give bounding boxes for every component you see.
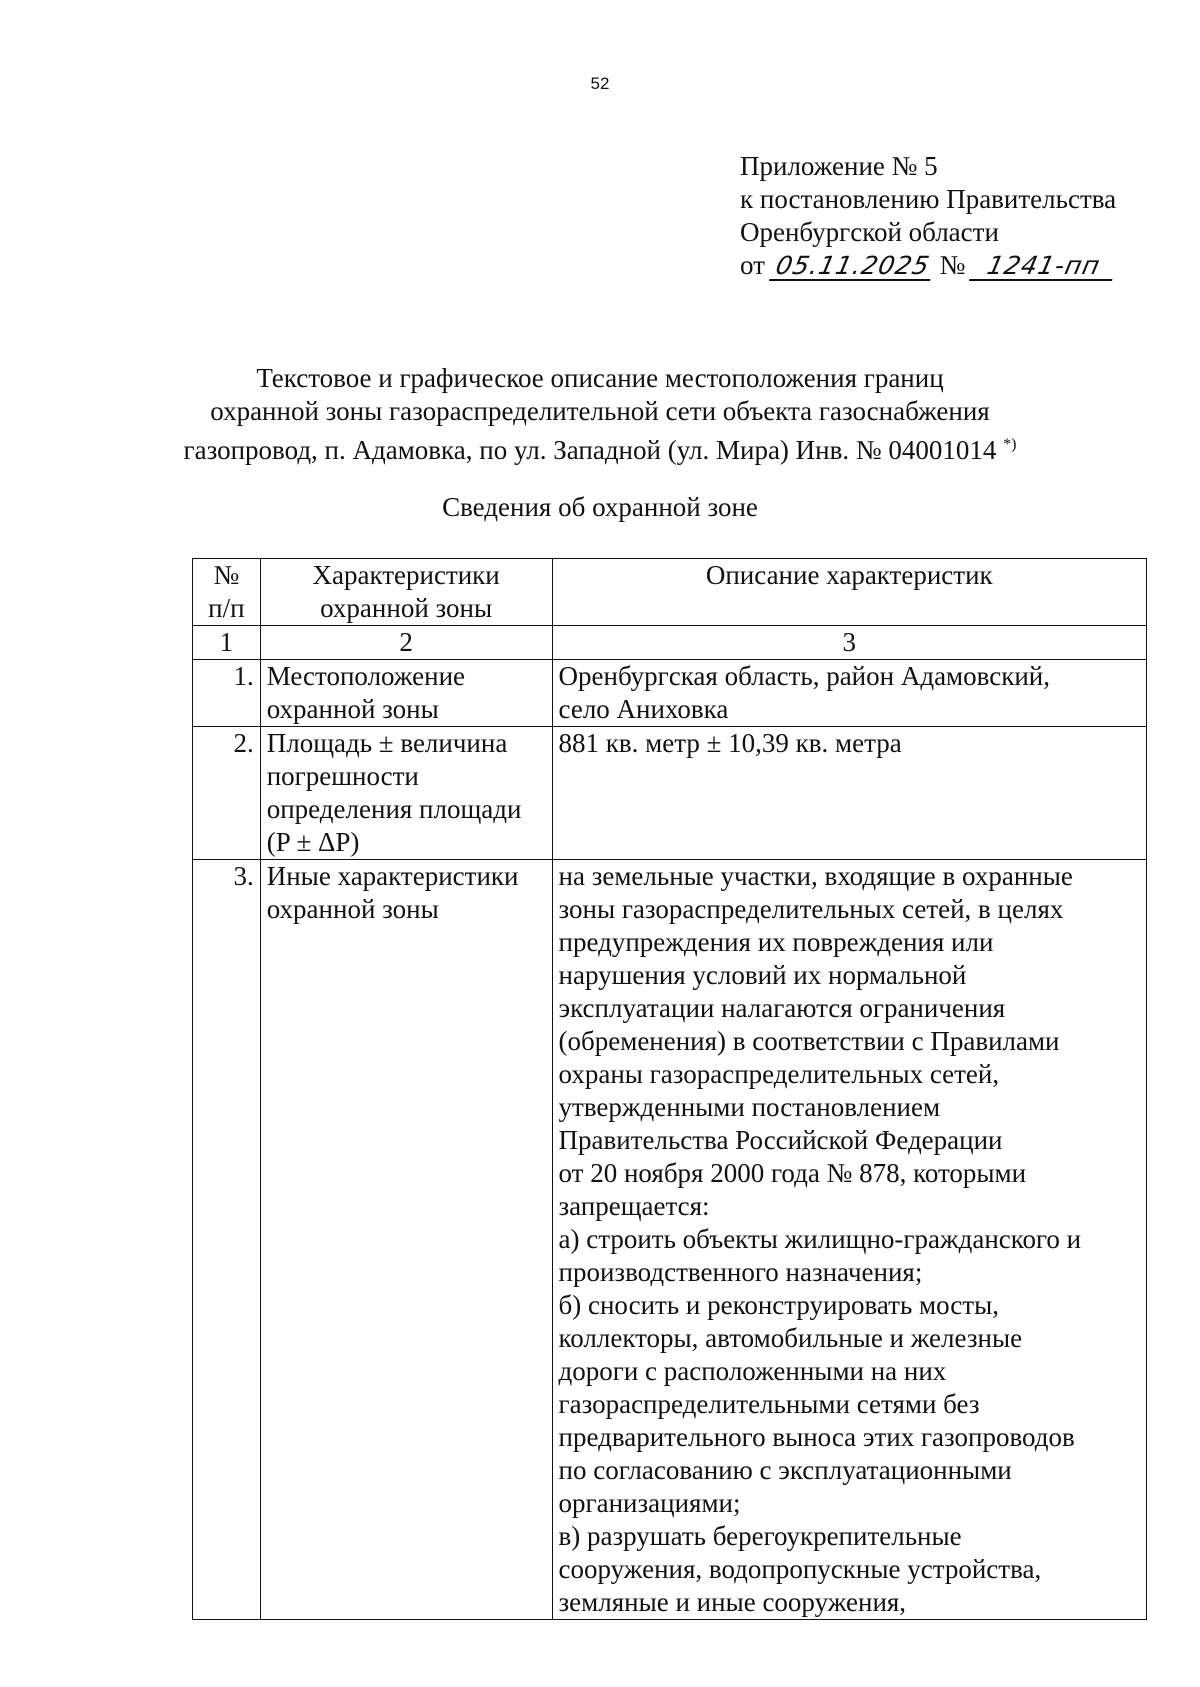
characteristic-line: охранной зоны bbox=[266, 894, 439, 924]
table-header-row bbox=[193, 559, 1147, 626]
characteristic-line: охранной зоны bbox=[266, 694, 439, 724]
header-characteristic-line-1: Характеристики bbox=[312, 560, 500, 590]
column-number-1: 1 bbox=[193, 626, 261, 660]
table-row bbox=[193, 860, 1147, 1620]
description-line: производственного назначения; bbox=[558, 1257, 923, 1287]
description-line: зоны газораспределительных сетей, в целях bbox=[558, 894, 1064, 924]
footnote-mark: *) bbox=[1003, 436, 1017, 453]
description-line: на земельные участки, входящие в охранные bbox=[558, 861, 1073, 891]
row-characteristic bbox=[260, 860, 552, 1620]
description-line: Правительства Российской Федерации bbox=[558, 1125, 1003, 1155]
description-line: Оренбургская область, район Адамовский, bbox=[558, 661, 1050, 691]
description-line: (обременения) в соответствии с Правилами bbox=[558, 1026, 1060, 1056]
description-line: б) сносить и реконструировать мосты, bbox=[558, 1290, 999, 1320]
table-row bbox=[193, 727, 1147, 860]
description-line: нарушения условий их нормальной bbox=[558, 960, 967, 990]
column-number-row bbox=[193, 626, 1147, 660]
appendix-title: Приложение № 5 bbox=[740, 151, 938, 181]
handwritten-date: 05.11.2025 bbox=[769, 253, 936, 281]
table-row bbox=[193, 660, 1147, 727]
description-line: а) строить объекты жилищно-гражданского и bbox=[558, 1224, 1082, 1254]
handwritten-number: 1241-пп bbox=[969, 253, 1118, 281]
header-description: Описание характеристик bbox=[552, 559, 1146, 626]
from-label: от bbox=[740, 250, 765, 280]
description-line: сооружения, водопропускные устройства, bbox=[558, 1554, 1042, 1584]
characteristic-line: (P ± ΔP) bbox=[266, 827, 360, 857]
title-line-3-text: газопровод, п. Адамовка, по ул. Западной (ул. Мира) Инв. № 04001014 bbox=[183, 435, 997, 465]
row-characteristic bbox=[260, 660, 552, 727]
description-line: утвержденными постановлением bbox=[558, 1092, 941, 1122]
column-number-3: 3 bbox=[552, 626, 1146, 660]
description-line: эксплуатации налагаются ограничения bbox=[558, 993, 1006, 1023]
row-description bbox=[552, 660, 1146, 727]
appendix-region: Оренбургской области bbox=[740, 217, 999, 247]
characteristic-line: Площадь ± величина bbox=[266, 728, 508, 758]
row-description bbox=[552, 860, 1146, 1620]
appendix-date-number-line bbox=[740, 249, 1116, 282]
header-characteristic bbox=[260, 559, 552, 626]
description-line: по согласованию с эксплуатационными bbox=[558, 1455, 1012, 1485]
description-line: от 20 ноября 2000 года № 878, которыми bbox=[558, 1158, 1027, 1188]
description-line: село Аниховка bbox=[558, 694, 729, 724]
characteristic-line: погрешности bbox=[266, 761, 419, 791]
description-line: запрещается: bbox=[558, 1191, 710, 1221]
description-line: охраны газораспределительных сетей, bbox=[558, 1059, 1000, 1089]
appendix-block bbox=[740, 150, 1116, 282]
row-number: 3. bbox=[193, 860, 261, 1620]
title-line-3 bbox=[0, 428, 1200, 467]
header-number-line-1: № bbox=[213, 560, 240, 590]
title-line-1: Текстовое и графическое описание местоположения границ bbox=[256, 363, 944, 393]
description-line: газораспределительными сетями без bbox=[558, 1389, 980, 1419]
description-line: коллекторы, автомобильные и железные bbox=[558, 1323, 1023, 1353]
protection-zone-table bbox=[192, 558, 1147, 1620]
document-title bbox=[0, 362, 1200, 467]
description-line: в) разрушать берегоукрепительные bbox=[558, 1521, 962, 1551]
column-number-2: 2 bbox=[260, 626, 552, 660]
appendix-reference: к постановлению Правительства bbox=[740, 184, 1117, 214]
row-description bbox=[552, 727, 1146, 860]
number-label: № bbox=[939, 250, 966, 280]
description-line: 881 кв. метр ± 10,39 кв. метра bbox=[558, 728, 902, 758]
description-line: предупреждения их повреждения или bbox=[558, 927, 994, 957]
header-characteristic-line-2: охранной зоны bbox=[320, 593, 493, 623]
characteristic-line: Иные характеристики bbox=[266, 861, 519, 891]
description-line: дороги с расположенными на них bbox=[558, 1356, 947, 1386]
description-line: организациями; bbox=[558, 1488, 741, 1518]
row-characteristic bbox=[260, 727, 552, 860]
header-number bbox=[193, 559, 261, 626]
page-number: 52 bbox=[590, 74, 610, 93]
description-line: предварительного выноса этих газопроводов bbox=[558, 1422, 1075, 1452]
header-number-line-2: п/п bbox=[208, 593, 245, 623]
characteristic-line: определения площади bbox=[266, 794, 522, 824]
section-subtitle: Сведения об охранной зоне bbox=[442, 492, 758, 522]
row-number: 1. bbox=[193, 660, 261, 727]
row-number: 2. bbox=[193, 727, 261, 860]
description-line: земляные и иные сооружения, bbox=[558, 1587, 907, 1617]
title-line-2: охранной зоны газораспределительной сети объекта газоснабжения bbox=[210, 396, 990, 426]
characteristic-line: Местоположение bbox=[266, 661, 466, 691]
